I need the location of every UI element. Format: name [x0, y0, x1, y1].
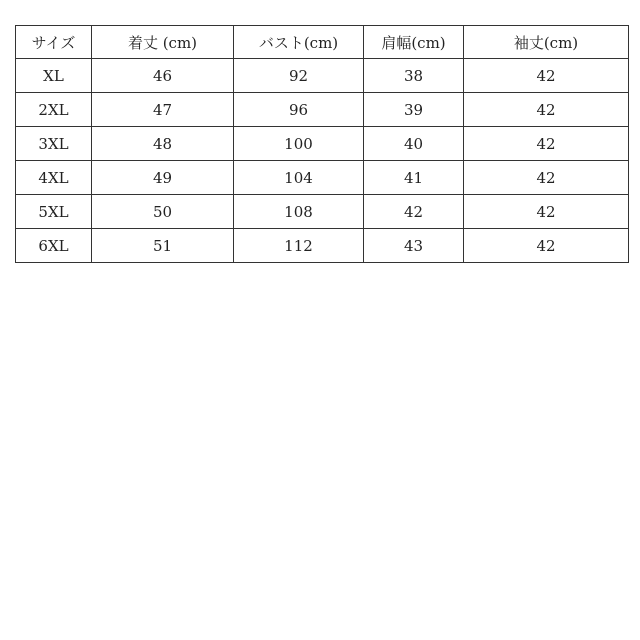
cell-bust: 96: [234, 93, 364, 127]
cell-length: 50: [92, 195, 234, 229]
table-row: [16, 229, 629, 263]
cell-shoulder: 42: [364, 195, 464, 229]
cell-bust: 100: [234, 127, 364, 161]
cell-shoulder: 41: [364, 161, 464, 195]
table-row: [16, 161, 629, 195]
table-row: [16, 59, 629, 93]
size-chart-table: [15, 25, 629, 263]
cell-size: 6XL: [16, 229, 92, 263]
cell-bust: 112: [234, 229, 364, 263]
cell-size: XL: [16, 59, 92, 93]
cell-sleeve: 42: [464, 59, 629, 93]
cell-shoulder: 43: [364, 229, 464, 263]
cell-sleeve: 42: [464, 127, 629, 161]
table-row: [16, 195, 629, 229]
cell-size: 2XL: [16, 93, 92, 127]
table-row: [16, 127, 629, 161]
cell-size: 4XL: [16, 161, 92, 195]
header-shoulder: 肩幅(cm): [364, 26, 464, 59]
header-bust: バスト(cm): [234, 26, 364, 59]
header-size: サイズ: [16, 26, 92, 59]
cell-length: 49: [92, 161, 234, 195]
cell-sleeve: 42: [464, 161, 629, 195]
cell-length: 47: [92, 93, 234, 127]
cell-sleeve: 42: [464, 195, 629, 229]
cell-sleeve: 42: [464, 229, 629, 263]
cell-bust: 108: [234, 195, 364, 229]
cell-length: 51: [92, 229, 234, 263]
cell-bust: 104: [234, 161, 364, 195]
table-row: [16, 93, 629, 127]
cell-shoulder: 38: [364, 59, 464, 93]
header-sleeve: 袖丈(cm): [464, 26, 629, 59]
cell-length: 48: [92, 127, 234, 161]
header-row: [16, 26, 629, 59]
cell-shoulder: 39: [364, 93, 464, 127]
cell-size: 5XL: [16, 195, 92, 229]
cell-size: 3XL: [16, 127, 92, 161]
header-length: 着丈 (cm): [92, 26, 234, 59]
cell-length: 46: [92, 59, 234, 93]
cell-shoulder: 40: [364, 127, 464, 161]
cell-bust: 92: [234, 59, 364, 93]
cell-sleeve: 42: [464, 93, 629, 127]
